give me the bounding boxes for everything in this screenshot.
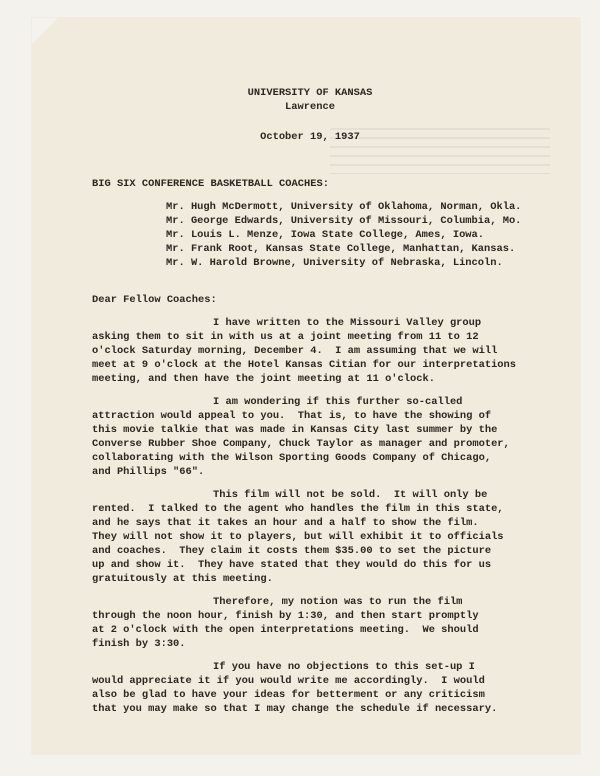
recipient-line: Mr. George Edwards, University of Missouri, Columbia, Mo.: [166, 215, 522, 227]
paragraph-line: Therefore, my notion was to run the film: [213, 596, 463, 608]
recipient-line: Mr. Hugh McDermott, University of Oklahoma, Norman, Okla.: [166, 201, 522, 213]
paragraph-line: gratuitously at this meeting.: [92, 573, 273, 585]
paragraph-line: up and show it. They have stated that they would do this for us: [92, 559, 492, 571]
addressee-heading: BIG SIX CONFERENCE BASKETBALL COACHES:: [92, 178, 329, 190]
paragraph-line: this movie talkie that was made in Kansas City last summer by the: [92, 424, 498, 436]
paragraph-line: finish by 3:30.: [92, 638, 186, 650]
paragraph-line: rented. I talked to the agent who handles the film in this state,: [92, 503, 504, 515]
letter-date: October 19, 1937: [260, 131, 360, 143]
paragraph-line: I have written to the Missouri Valley group: [213, 317, 482, 329]
paragraph-line: through the noon hour, finish by 1:30, and then start promptly: [92, 610, 479, 622]
recipient-line: Mr. W. Harold Browne, University of Nebraska, Lincoln.: [166, 257, 503, 269]
institution-city: Lawrence: [285, 101, 335, 113]
paragraph-line: at 2 o'clock with the open interpretations meeting. We should: [92, 624, 479, 636]
institution-name: UNIVERSITY OF KANSAS: [247, 87, 373, 99]
paragraph-line: This film will not be sold. It will only be: [213, 489, 488, 501]
paragraph-line: Converse Rubber Shoe Company, Chuck Taylor as manager and promoter,: [92, 438, 510, 450]
paragraph-line: They will not show it to players, but will exhibit it to officials: [92, 531, 504, 543]
paragraph-line: would appreciate it if you would write me accordingly. I would: [92, 675, 485, 687]
paragraph-line: attraction would appeal to you. That is, to have the showing of: [92, 410, 492, 422]
paragraph-line: and Phillips "66".: [92, 466, 205, 478]
paragraph-line: o'clock Saturday morning, December 4. I am assuming that we will: [92, 345, 498, 357]
paragraph-line: and coaches. They claim it costs them $35.00 to set the picture: [92, 545, 492, 557]
paragraph-line: If you have no objections to this set-up I: [213, 661, 475, 673]
paragraph-line: asking them to sit in with us at a joint meeting from 11 to 12: [92, 331, 479, 343]
recipient-line: Mr. Frank Root, Kansas State College, Manhattan, Kansas.: [166, 243, 516, 255]
paragraph-line: I am wondering if this further so-called: [213, 396, 463, 408]
paragraph-line: that you may make so that I may change the schedule if necessary.: [92, 703, 498, 715]
paragraph-line: also be glad to have your ideas for betterment or any criticism: [92, 689, 485, 701]
paragraph-line: and he says that it takes an hour and a half to show the film.: [92, 517, 479, 529]
salutation: Dear Fellow Coaches:: [92, 294, 217, 306]
paragraph-line: meeting, and then have the joint meeting at 11 o'clock.: [92, 373, 435, 385]
torn-corner: [32, 18, 58, 44]
paragraph-line: collaborating with the Wilson Sporting Goods Company of Chicago,: [92, 452, 492, 464]
recipient-line: Mr. Louis L. Menze, Iowa State College, Ames, Iowa.: [166, 229, 485, 241]
paragraph-line: meet at 9 o'clock at the Hotel Kansas Citian for our interpretations: [92, 359, 517, 371]
